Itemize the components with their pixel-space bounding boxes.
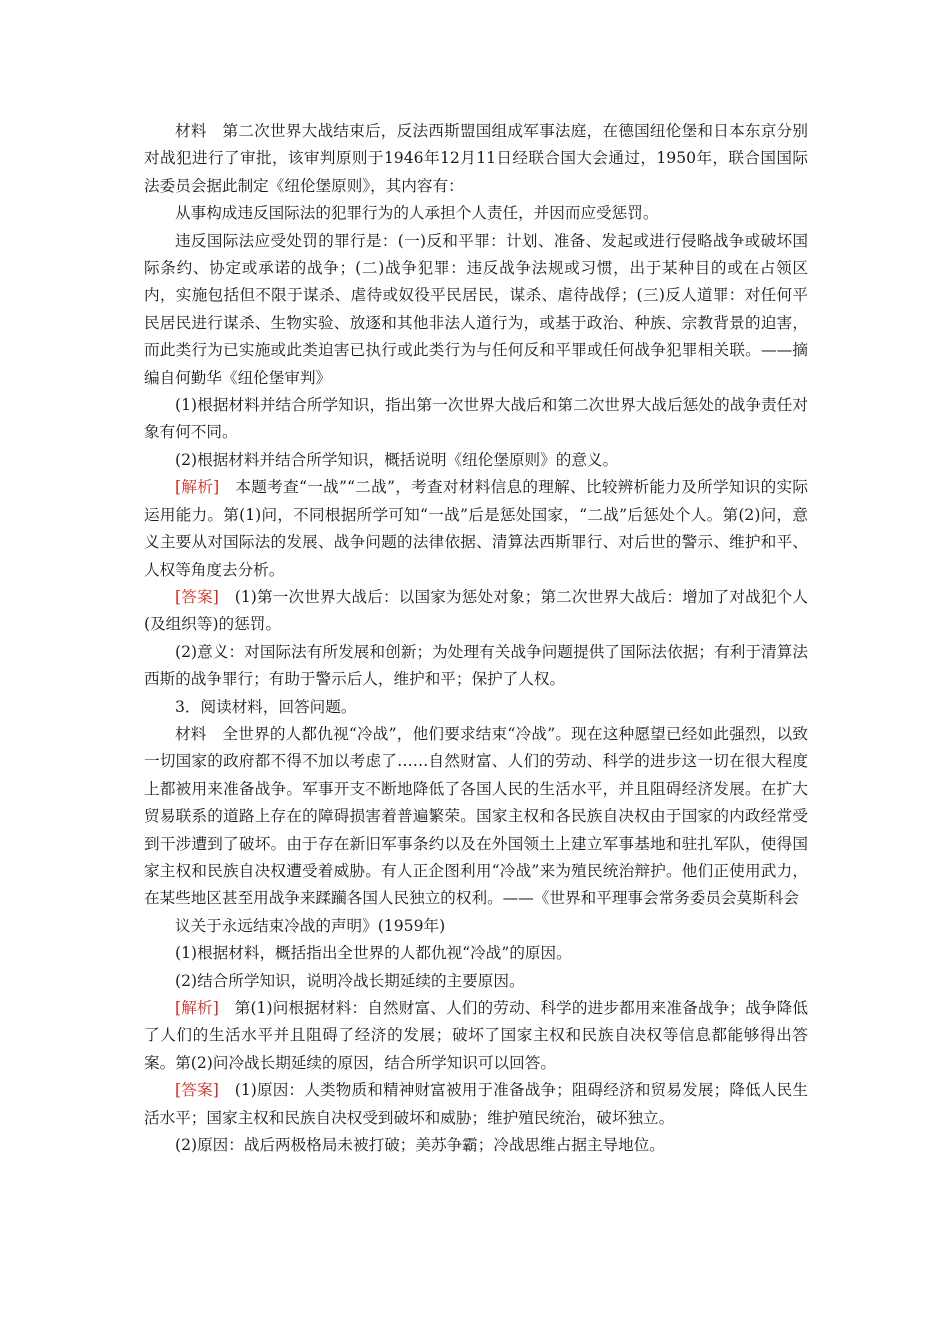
question-1-paragraph: (1)根据材料并结合所学知识，指出第一次世界大战后和第二次世界大战后惩处的战争责任对象有何不同。 xyxy=(144,396,808,442)
answer-part-2-paragraph: (2)意义：对国际法有所发展和创新；为处理有关战争问题提供了国际法依据；有利于清算法西斯的战争罪行；有助于警示后人，维护和平；保护了人权。 xyxy=(144,642,808,689)
analysis-tag: [解析] xyxy=(175,999,219,1017)
analysis-tag: [解析] xyxy=(175,478,220,497)
analysis-paragraph: [解析] 本题考查“一战”“二战”，考查对材料信息的理解、比较辨析能力及所学知识的实际运用能力。第(1)问，不同根据所学可知“一战”后是惩处国家，“二战”后惩处个人。第(2)问，意义主要从对国际法的发展、战争问题的法律依据、清算法西斯罪行、对后世的警示、维护和平、人权等角度去分析。 xyxy=(144,478,808,579)
question-2-paragraph: (2)根据材料并结合所学知识，概括说明《纽伦堡原则》的意义。 xyxy=(175,450,619,469)
answer-paragraph: [答案] (1)第一次世界大战后：以国家为惩处对象；第二次世界大战后：增加了对战犯个人(及组织等)的惩罚。 xyxy=(144,587,809,634)
source-continuation-paragraph: 议关于永远结束冷战的声明》(1959年) xyxy=(175,916,446,935)
cold-war-material-paragraph: 材料 全世界的人都仇视“冷战”，他们要求结束“冷战”。现在这种愿望已经如此强烈，以致一切国家的政府都不得不加以考虑了……自然财富、人们的劳动、科学的进步这一切在很大程度上都被用来准备战争。军事开支不断地降低了各国人民的生活水平，并且阻碍经济发展。在扩大贸易联系的道路上存在的障碍损害着普遍繁荣。国家主权和各民族自决权由于国家的内政经常受到干涉遭到了破坏。由于存在新旧军事条约以及在外国领土上建立军事基地和驻扎军队，使得国家主权和民族自决权遭受着威胁。有人正企图利用“冷战”来为殖民统治辩护。他们正使用武力，在某些地区甚至用战争来蹂躏各国人民独立的权利。——《世界和平理事会常务委员会莫斯科会 xyxy=(144,724,808,908)
material-intro-paragraph: 材料 第二次世界大战结束后，反法西斯盟国组成军事法庭，在德国纽伦堡和日本东京分别对战犯进行了审批，该审判原则于1946年12月11日经联合国大会通过，1950年，联合国国际法委员会据此制定《纽伦堡原则》，其内容有： xyxy=(144,122,808,195)
answer-tag: [答案] xyxy=(175,587,219,606)
analysis-2-paragraph: [解析] 第(1)问根据材料：自然财富、人们的劳动、科学的进步都用来准备战争；战争降低了人们的生活水平并且阻碍了经济的发展；破坏了国家主权和民族自决权等信息都能够得出答案。第(2)问冷战长期延续的原因，结合所学知识可以回答。 xyxy=(144,999,809,1072)
crimes-paragraph: 违反国际法应受处罚的罪行是：(一)反和平罪：计划、准备、发起或进行侵略战争或破坏国际条约、协定或承诺的战争；(二)战争犯罪：违反战争法规或习惯，出于某种目的或在占领区内，实施包括但不限于谋杀、虐待或奴役平民居民，谋杀、虐待战俘；(三)反人道罪：对任何平民居民进行谋杀、生物实验、放逐和其他非法人道行为，或基于政治、种族、宗教背景的迫害，而此类行为已实施或此类迫害已执行或此类行为与任何反和平罪或任何战争犯罪相关联。——摘编自何勤华《纽伦堡审判》 xyxy=(144,231,808,387)
answer-2-part-2-paragraph: (2)原因：战后两极格局未被打破；美苏争霸；冷战思维占据主导地位。 xyxy=(175,1136,665,1155)
answer-tag: [答案] xyxy=(175,1081,219,1100)
question-3-2-paragraph: (2)结合所学知识，说明冷战长期延续的主要原因。 xyxy=(175,971,525,990)
answer-2-paragraph: [答案] (1)原因：人类物质和精神财富被用于准备战争；阻碍经济和贸易发展；降低人民生活水平；国家主权和民族自决权受到破坏和威胁；维护殖民统治，破坏独立。 xyxy=(144,1081,809,1127)
document-body xyxy=(144,118,808,1159)
principle-paragraph: 从事构成违反国际法的犯罪行为的人承担个人责任，并因而应受惩罚。 xyxy=(175,204,659,223)
question-3-heading: 3．阅读材料，回答问题。 xyxy=(175,697,357,716)
question-3-1-paragraph: (1)根据材料，概括指出全世界的人都仇视“冷战”的原因。 xyxy=(175,944,572,963)
